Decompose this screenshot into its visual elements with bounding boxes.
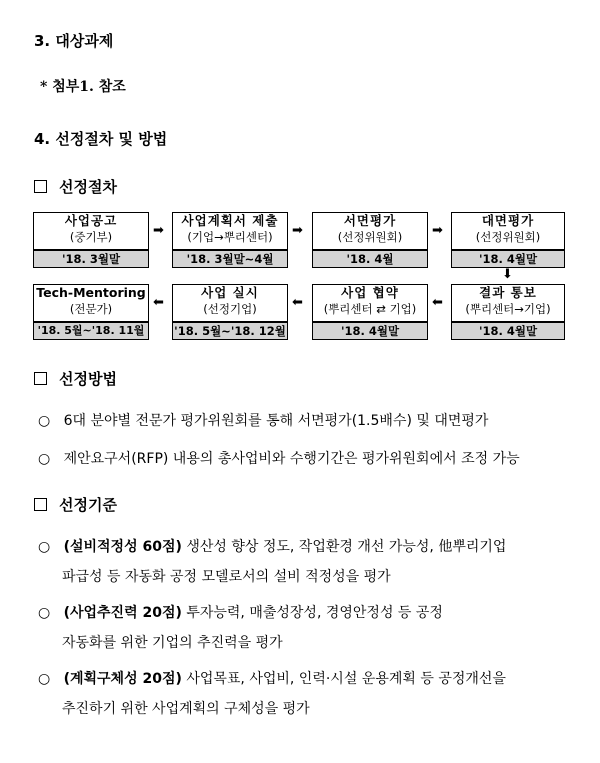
step-6-box bbox=[312, 284, 428, 322]
criteria-heading bbox=[34, 494, 117, 515]
circle-bullet-icon: ○ bbox=[38, 605, 51, 621]
step-1-title: 사업공고 bbox=[64, 213, 118, 228]
method-heading bbox=[34, 368, 117, 389]
checkbox-square-icon bbox=[34, 498, 47, 511]
step-8-date: '18. 5월~'18. 11월 bbox=[33, 322, 149, 340]
step-8-box bbox=[33, 284, 149, 322]
arrow-left-icon: ⬅ bbox=[292, 295, 303, 310]
step-3-box bbox=[312, 212, 428, 250]
arrow-down-icon: ⬇ bbox=[502, 267, 513, 282]
step-3-title: 서면평가 bbox=[343, 213, 397, 228]
checkbox-square-icon bbox=[34, 180, 47, 193]
step-1-box bbox=[33, 212, 149, 250]
step-4-date: '18. 4월말 bbox=[451, 250, 565, 268]
arrow-right-icon: ➡ bbox=[153, 223, 164, 238]
section-3-heading: 3. 대상과제 bbox=[34, 32, 114, 50]
arrow-right-icon: ➡ bbox=[432, 223, 443, 238]
step-3-date: '18. 4월 bbox=[312, 250, 428, 268]
step-6-title: 사업 협약 bbox=[341, 285, 399, 300]
step-1-date: '18. 3월말 bbox=[33, 250, 149, 268]
method-item-1: ○ 6대 분야별 전문가 평가위원회를 통해 서면평가(1.5배수) 및 대면평가 bbox=[38, 413, 489, 429]
checkbox-square-icon bbox=[34, 372, 47, 385]
method-item-2: ○ 제안요구서(RFP) 내용의 총사업비와 수행기간은 평가위원회에서 조정 가능 bbox=[38, 451, 520, 467]
step-8-sub: (전문가) bbox=[69, 302, 113, 316]
procedure-heading bbox=[34, 176, 117, 197]
step-5-date: '18. 4월말 bbox=[451, 322, 565, 340]
step-2-sub: (기업→뿌리센터) bbox=[187, 230, 273, 244]
circle-bullet-icon: ○ bbox=[38, 671, 51, 687]
step-4-title: 대면평가 bbox=[481, 213, 535, 228]
step-8-title: Tech-Mentoring bbox=[36, 285, 146, 300]
step-5-box bbox=[451, 284, 565, 322]
criteria-item-3: ○ (계획구체성 20점) 사업목표, 사업비, 인력·시설 운용계획 등 공정개선을 추진하기 위한 사업계획의 구체성을 평가 bbox=[38, 671, 506, 717]
step-5-sub: (뿌리센터→기업) bbox=[465, 302, 551, 316]
method-title: 선정방법 bbox=[59, 370, 117, 388]
step-7-title: 사업 실시 bbox=[201, 285, 259, 300]
step-2-title: 사업계획서 제출 bbox=[181, 213, 279, 228]
step-7-box bbox=[172, 284, 288, 322]
step-4-sub: (선정위원회) bbox=[475, 230, 541, 244]
arrow-right-icon: ➡ bbox=[292, 223, 303, 238]
circle-bullet-icon: ○ bbox=[38, 451, 51, 467]
circle-bullet-icon: ○ bbox=[38, 539, 51, 555]
step-2-date: '18. 3월말~4월 bbox=[172, 250, 288, 268]
procedure-title: 선정절차 bbox=[59, 178, 117, 196]
section-4-heading: 4. 선정절차 및 방법 bbox=[34, 130, 168, 148]
step-7-sub: (선정기업) bbox=[203, 302, 257, 316]
criteria-item-1: ○ (설비적정성 60점) 생산성 향상 정도, 작업환경 개선 가능성, 他뿌리기업 파급성 등 자동화 공정 모델로서의 설비 적정성을 평가 bbox=[38, 539, 507, 585]
step-7-date: '18. 5월~'18. 12월 bbox=[172, 322, 288, 340]
arrow-left-icon: ⬅ bbox=[432, 295, 443, 310]
step-5-title: 결과 통보 bbox=[479, 285, 537, 300]
section-3-note: * 첨부1. 참조 bbox=[40, 79, 126, 95]
step-4-box bbox=[451, 212, 565, 250]
step-6-sub: (뿌리센터 ⇄ 기업) bbox=[323, 302, 417, 316]
criteria-title: 선정기준 bbox=[59, 496, 117, 514]
circle-bullet-icon: ○ bbox=[38, 413, 51, 429]
step-6-date: '18. 4월말 bbox=[312, 322, 428, 340]
step-3-sub: (선정위원회) bbox=[337, 230, 403, 244]
arrow-left-icon: ⬅ bbox=[153, 295, 164, 310]
step-2-box bbox=[172, 212, 288, 250]
step-1-sub: (중기부) bbox=[69, 230, 113, 244]
criteria-item-2: ○ (사업추진력 20점) 투자능력, 매출성장성, 경영안정성 등 공정 자동화를 위한 기업의 추진력을 평가 bbox=[38, 605, 443, 651]
